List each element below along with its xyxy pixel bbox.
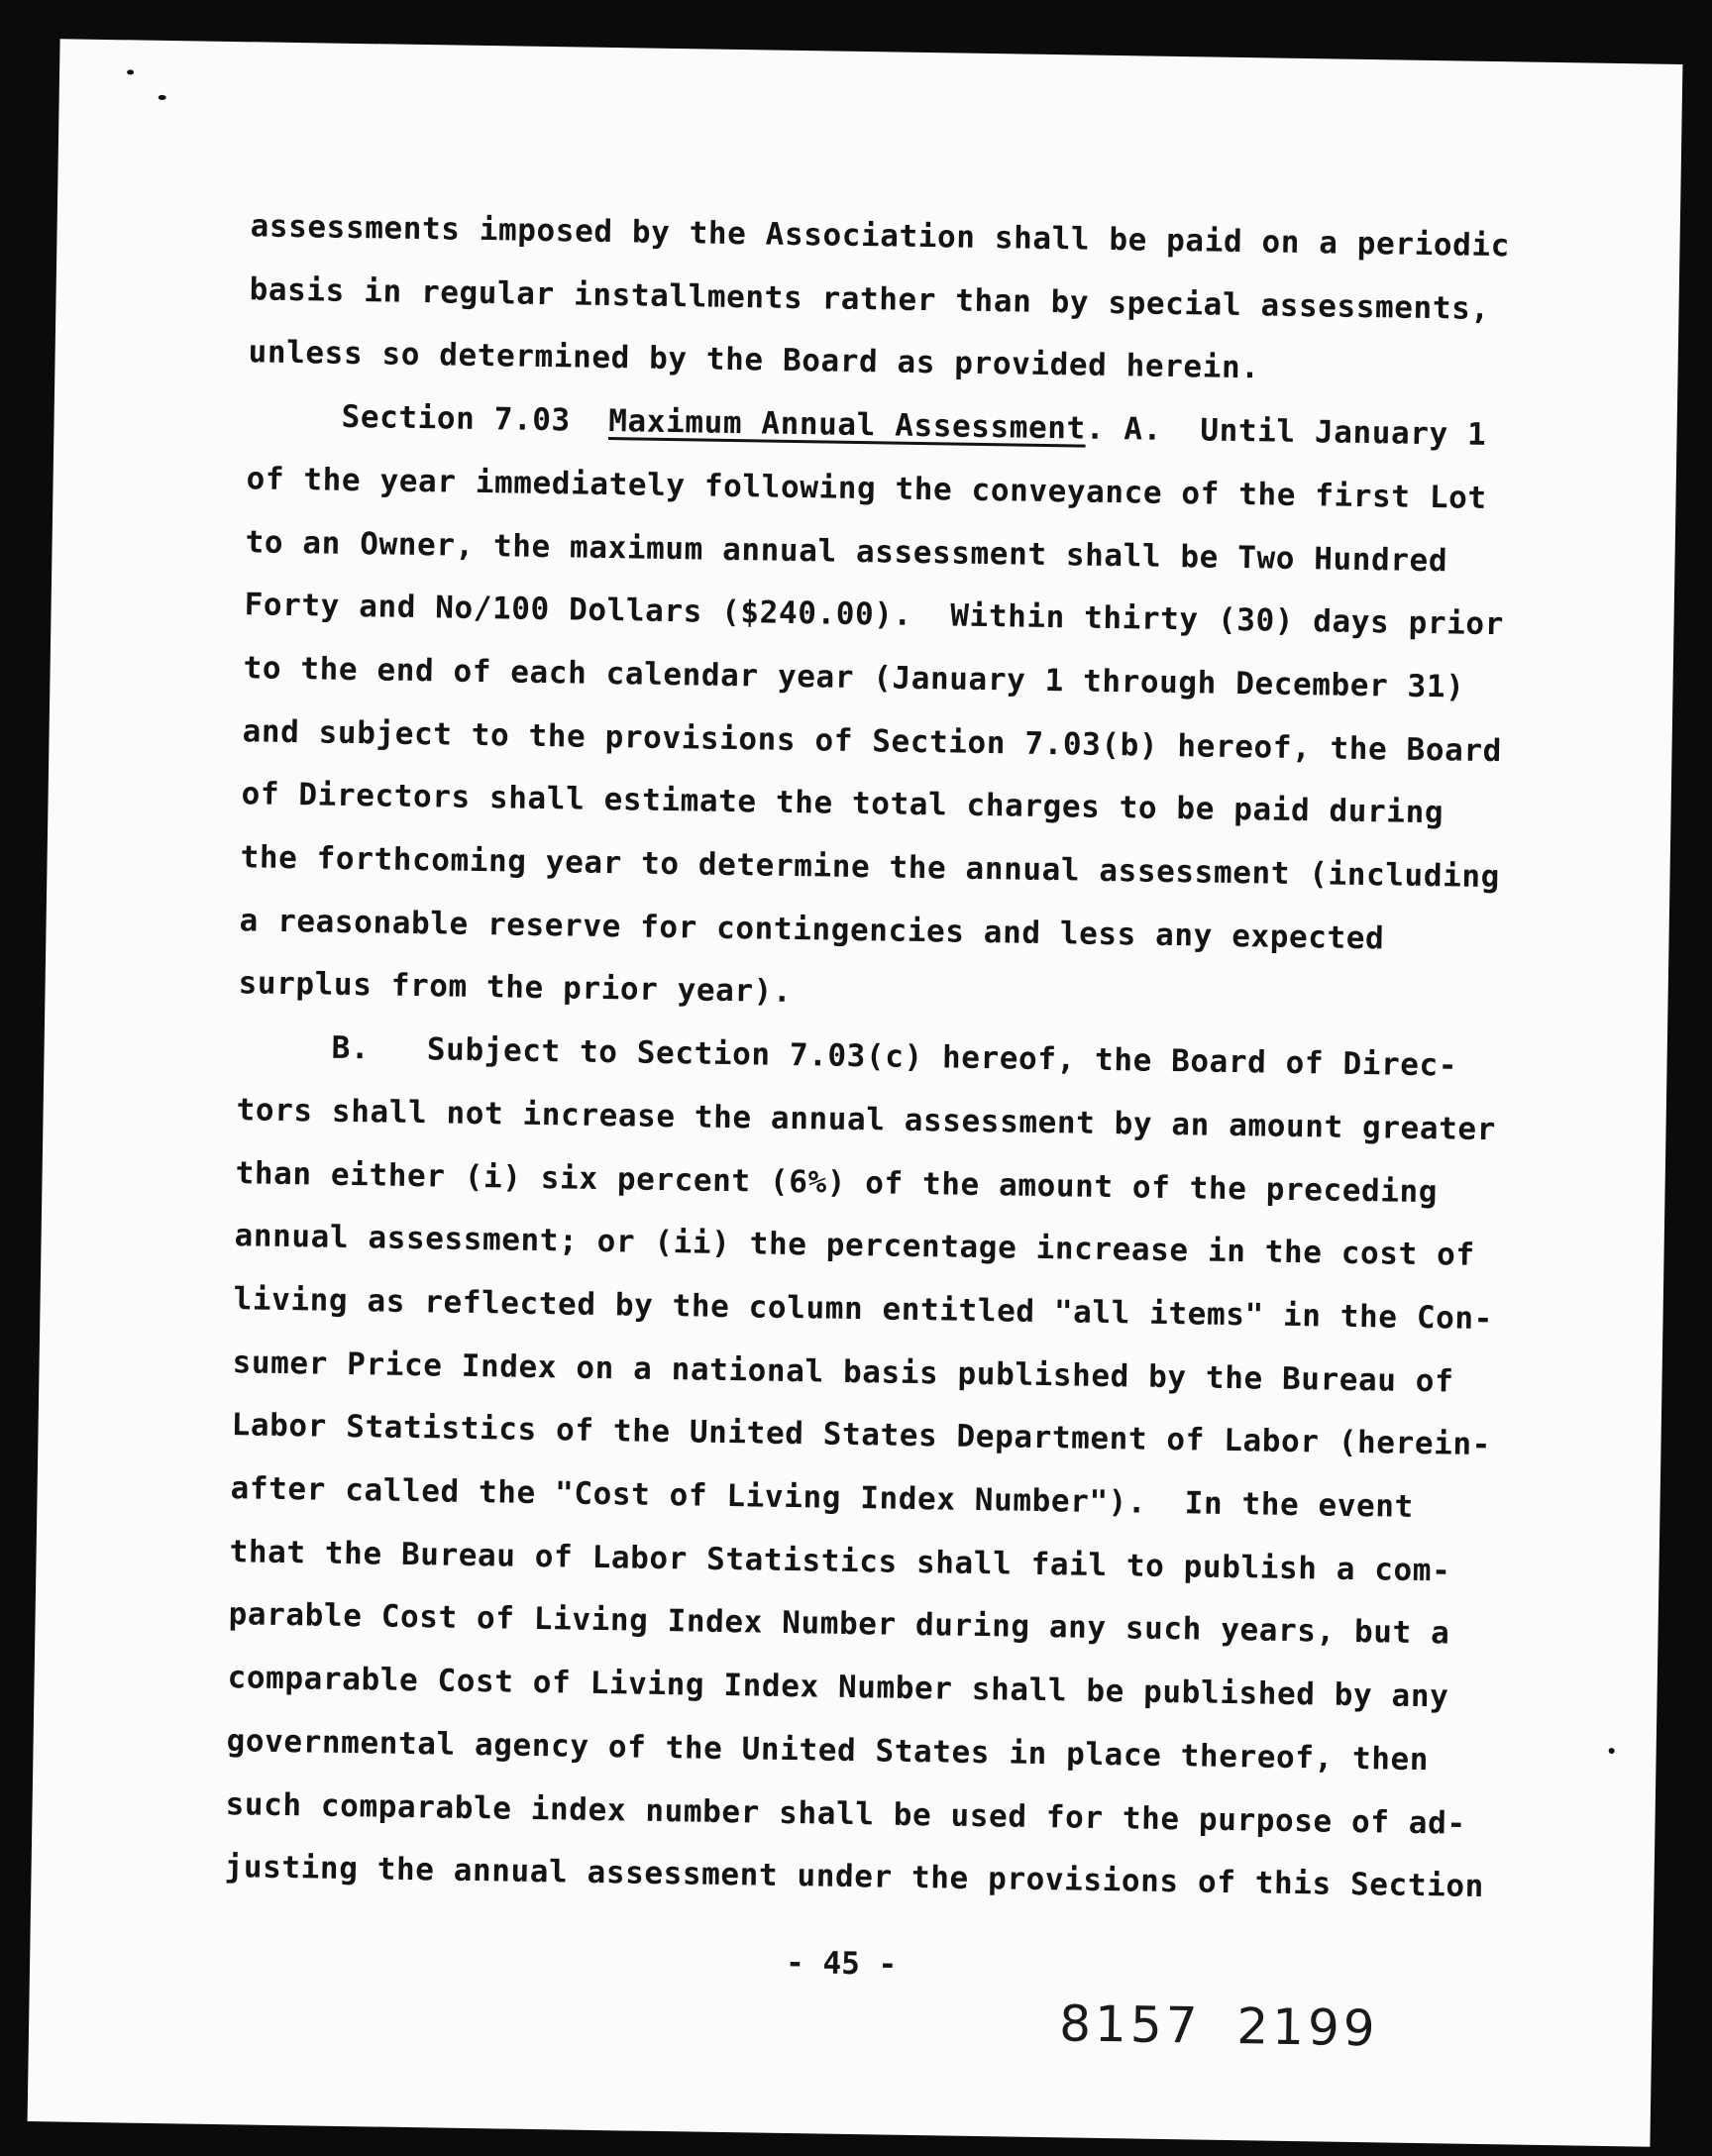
document-page xyxy=(28,39,1683,2146)
text-line: than either (i) six percent (6%) of the amount of the preceding xyxy=(235,1154,1439,1210)
text-line: unless so determined by the Board as provided herein. xyxy=(248,334,1260,386)
text-line: the forthcoming year to determine the annual assessment (including xyxy=(240,839,1501,896)
text-line: surplus from the prior year). xyxy=(238,965,793,1011)
text-line: annual assessment; or (ii) the percentage increase in the cost of xyxy=(234,1218,1475,1274)
text-line: justing the annual assessment under the provisions of this Section xyxy=(224,1849,1485,1905)
paragraph-b-start: B. Subject to Section 7.03(c) hereof, the Board of Direc- xyxy=(331,1029,1458,1084)
scan-speck xyxy=(127,69,134,74)
text-line: to the end of each calendar year (January 1 through December 31) xyxy=(243,650,1465,705)
text-line: governmental agency of the United States in place thereof, then xyxy=(226,1722,1430,1779)
text-line: to an Owner, the maximum annual assessment shall be Two Hundred xyxy=(245,523,1448,579)
text-line: tors shall not increase the annual assessment by an amount greater xyxy=(236,1092,1497,1148)
text-line: and subject to the provisions of Section 7.03(b) hereof, the Board xyxy=(242,712,1503,769)
body-text xyxy=(224,195,1568,1920)
section-number: Section 7.03 xyxy=(341,398,572,439)
text-line: a reasonable reserve for contingencies and less any expected xyxy=(239,902,1385,957)
text-line: of the year immediately following the conveyance of the first Lot xyxy=(246,461,1487,516)
text-line: after called the "Cost of Living Index Number"). In the event xyxy=(230,1470,1415,1525)
text-line: that the Bureau of Labor Statistics shall fail to publish a com- xyxy=(229,1533,1451,1589)
scan-speck xyxy=(159,95,166,100)
text-line: such comparable index number shall be used for the purpose of ad- xyxy=(225,1785,1466,1842)
text-line: comparable Cost of Living Index Number shall be published by any xyxy=(227,1660,1449,1715)
text-line: sumer Price Index on a national basis published by the Bureau of xyxy=(232,1344,1454,1400)
section-heading-continuation: . A. Until January 1 xyxy=(1085,410,1487,454)
document-id: 8157 2199 xyxy=(1058,1994,1380,2058)
text-line: Forty and No/100 Dollars ($240.00). Within thirty (30) days prior xyxy=(244,587,1505,643)
page-number: - 45 - xyxy=(785,1945,898,1983)
text-line: Labor Statistics of the United States Department of Labor (herein- xyxy=(231,1407,1492,1463)
text-line: of Directors shall estimate the total charges to be paid during xyxy=(241,776,1444,831)
text-line: basis in regular installments rather than by special assessments, xyxy=(249,271,1490,327)
scan-speck xyxy=(1609,1748,1615,1754)
text-line: parable Cost of Living Index Number during any such years, but a xyxy=(228,1596,1450,1652)
text-line: living as reflected by the column entitled "all items" in the Con- xyxy=(233,1281,1494,1338)
text-line: assessments imposed by the Association shall be paid on a periodic xyxy=(250,208,1511,265)
section-title: Maximum Annual Assessment xyxy=(608,403,1087,447)
